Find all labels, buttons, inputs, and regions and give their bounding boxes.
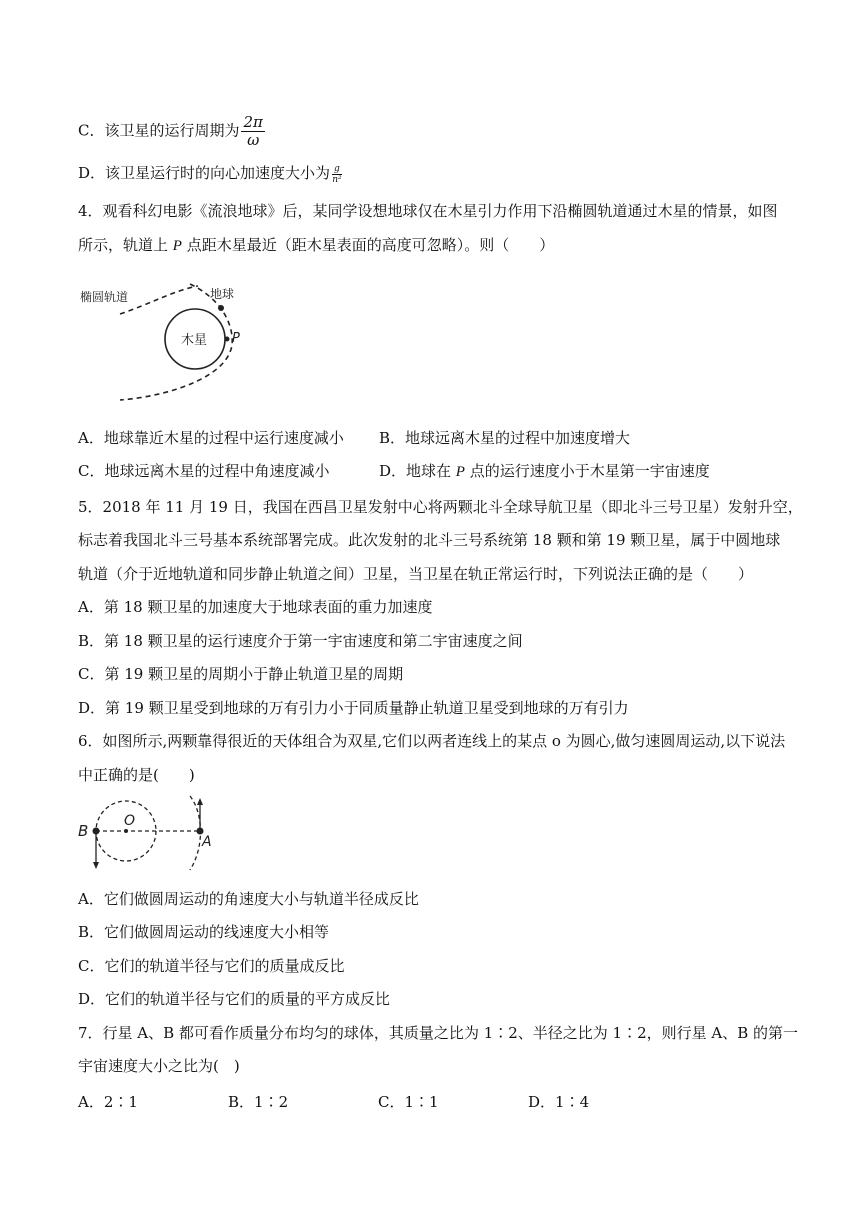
q5-stem-line-2: 标志着我国北斗三号基本系统部署完成。此次发射的北斗三号系统第 18 颗和第 19 颗卫星，属于中圆地球 (78, 531, 781, 549)
fraction-denominator: n² (332, 174, 342, 185)
q6-option-d: D．它们的轨道半径与它们的质量的平方成反比 (78, 990, 391, 1008)
q4-option-d-text-b: 点的运行速度小于木星第一宇宙速度 (464, 462, 710, 480)
jupiter-label: 木星 (181, 333, 208, 348)
q4-option-d (379, 461, 710, 482)
q4-stem-text-a: 所示，轨道上 (78, 236, 173, 254)
q4-stem-line-1: 4．观看科幻电影《流浪地球》后，某同学设想地球仅在木星引力作用下沿椭圆轨道通过木星的情景，如图 (78, 202, 778, 220)
q6-option-b: B．它们做圆周运动的线速度大小相等 (78, 923, 330, 941)
earth-dot (218, 305, 224, 311)
point-p-dot (225, 337, 230, 342)
q4-point-variable: P (172, 238, 182, 254)
fraction-numerator: g (334, 163, 340, 174)
q7-stem-line-2: 宇宙速度大小之比为( ) (78, 1057, 240, 1075)
q7-option-b: B．1∶2 (228, 1093, 289, 1111)
center-o-dot (124, 829, 128, 833)
q5-option-d: D．第 19 颗卫星受到地球的万有引力小于同质量静止轨道卫星受到地球的万有引力 (78, 699, 629, 717)
q4-option-c: C．地球远离木星的过程中角速度减小 (78, 462, 330, 480)
q3-option-c (78, 114, 265, 149)
q4-stem-line-2 (78, 235, 554, 256)
q5-option-c: C．第 19 颗卫星的周期小于静止轨道卫星的周期 (78, 665, 404, 683)
q3-option-c-text: C．该卫星的运行周期为 (78, 121, 240, 140)
q7-option-c: C．1∶1 (378, 1093, 439, 1111)
q4-stem-text-b: 点距木星最近（距木星表面的高度可忽略）。则（ ） (181, 236, 555, 254)
q4-option-d-text-a: D．地球在 (379, 462, 456, 480)
q6-option-a: A．它们做圆周运动的角速度大小与轨道半径成反比 (78, 890, 419, 908)
q6-stem-line-1: 6．如图所示,两颗靠得很近的天体组合为双星,它们以两者连线上的某点 o 为圆心,做匀速圆周运动,以下说法 (78, 732, 786, 750)
q6-option-c: C．它们的轨道半径与它们的质量成反比 (78, 957, 345, 975)
label-b: B (78, 822, 89, 840)
q7-option-a: A．2∶1 (78, 1093, 138, 1111)
fraction-denominator: ω (247, 131, 260, 149)
q4-option-b: B．地球远离木星的过程中加速度增大 (379, 429, 631, 447)
q3-option-d-fraction (332, 164, 342, 185)
star-a-arrowhead-icon (197, 798, 203, 805)
label-o: O (124, 813, 136, 829)
q7-option-d: D．1∶4 (528, 1093, 590, 1111)
q3-option-c-fraction (241, 114, 264, 149)
q5-option-b: B．第 18 颗卫星的运行速度介于第一宇宙速度和第二宇宙速度之间 (78, 632, 523, 650)
q4-option-a: A．地球靠近木星的过程中运行速度减小 (78, 429, 344, 447)
earth-label: 地球 (210, 287, 235, 301)
q5-stem-line-1: 5．2018 年 11 月 19 日，我国在西昌卫星发射中心将两颗北斗全球导航卫星（即北斗三号卫星）发射升空， (78, 498, 803, 516)
q3-option-d-text: D．该卫星运行时的向心加速度大小为 (78, 164, 331, 182)
q4-orbit-figure (80, 278, 260, 408)
fraction-numerator: 2π (243, 113, 263, 131)
label-a: A (202, 834, 212, 850)
point-p-label: P (232, 331, 240, 346)
q3-option-d (78, 163, 342, 185)
q6-stem-line-2: 中正确的是( ) (78, 766, 195, 784)
q5-stem-line-3: 轨道（介于近地轨道和同步静止轨道之间）卫星，当卫星在轨正常运行时，下列说法正确的是（ ） (78, 565, 754, 583)
orbit-label: 椭圆轨道 (80, 290, 129, 304)
q4-option-d-variable: P (455, 464, 465, 480)
q6-binary-star-figure (78, 792, 218, 876)
q5-option-a: A．第 18 颗卫星的加速度大于地球表面的重力加速度 (78, 598, 433, 616)
q4-options-row-1 (78, 428, 344, 448)
q7-stem-line-1: 7．行星 A、B 都可看作质量分布均匀的球体，其质量之比为 1∶2、半径之比为 1∶2，则行星 A、B 的第一 (78, 1024, 799, 1042)
star-b-arrowhead-icon (93, 862, 99, 869)
